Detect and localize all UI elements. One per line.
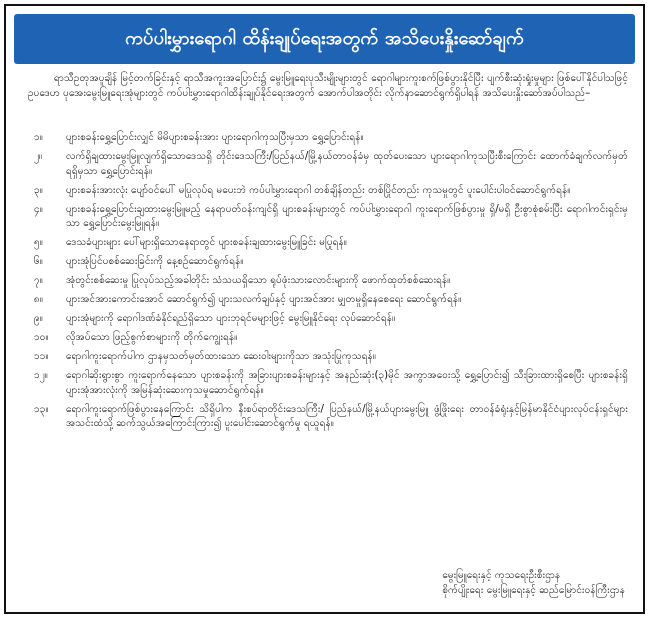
notice-frame: [4, 4, 645, 614]
list-item: [28, 184, 628, 199]
item-number: ၁။: [34, 132, 43, 143]
list-item: [28, 403, 628, 432]
item-text: အုံတွင်းစစ်ဆေးမှု ပြုလုပ်သည့်အခါတိုင်း သံသယရှိသော ရုပ်ဖုံးသားလောင်းများကို ဖောက်ထုတ်စစ်ဆေးရန်။: [66, 275, 451, 286]
intro-text: ရာသီဥတုအပူချိန် မြင့်တက်ခြင်းနှင့် ရာသီအကူးအပြောင်း၌ မွေးမြူရေးပုသီးမျိုးများတွင် ရောဂါများကူးစက်ဖြစ်ပွားနိုင်ပြီး ပျက်စီးဆုံးရှုံးမှုများ ဖြစ်ပေါ်နိုင်ပါသဖြင့် ဥပဒေပာ ပုအေးမွေးမြူရေးအုံများတွင် ကပ်ပါးမွှားရောဂါထိန်းချုပ်နိုင်ရေးအတွက် အောက်ပါအတိုင်း လိုက်နာဆောင်ရွက်ရှိပါရန် အသိပေးနှိုးဆော်အပ်ပါသည်–: [28, 73, 628, 99]
item-text: ရောဂါဆိုးရွားစွာ ကူးရောက်နေသော ပျားစခန်းကို အခြားပျားစခန်းများနှင့် အနည်းဆုံး(၃)မိုင် အကွာအဝေးသို့ ရွှေ့ပြောင်း၍ သီးခြားထားရှိစေပြီး ပျားစခန်းရှိ ပျားအုံအားလုံးကို အမြန်ဆုံးဆေးကုသမှုဆောင်ရွက်ရန်။: [66, 370, 628, 396]
item-text: ပျားအုံပြင်ပစစ်ဆေးခြင်းကို နေ့စဉ်ဆောင်ရွက်ရန်။: [66, 256, 244, 267]
notice-title: ကပ်ပါးမွှားရောဂါ ထိန်းချုပ်ရေးအတွက် အသိပေးနှိုးဆော်ချက်: [125, 27, 524, 49]
instruction-list: [28, 131, 628, 436]
item-number: ၈။: [34, 294, 43, 305]
item-text: ပျားအုံများကို ရောဂါဒဏ်ခံနိုင်ရည်ရှိသော ပျားဘုရင်မများဖြင့် မွေးမြူနိုင်ရေး လုပ်ဆောင်ရန်။: [66, 313, 396, 324]
signature-block: [442, 568, 625, 598]
list-item: [28, 236, 628, 251]
list-item: [28, 350, 628, 365]
list-item: [28, 131, 628, 146]
item-number: ၇။: [34, 275, 43, 286]
list-item: [28, 274, 628, 289]
item-number: ၉။: [34, 313, 43, 324]
item-text: လိုအပ်သော ဖြည့်စွက်စာများကို တိုက်ကျွေးရန်။: [66, 332, 238, 343]
item-number: ၆။: [34, 256, 43, 267]
item-text: ရောဂါကူးရောက်ဖြစ်ပွားနေကြောင်း သိရှိပါက နီးစပ်ရာတိုင်းဒေသကြီး/ ပြည်နယ်/မြို့နယ်ပျားမွေးမြူ ဖွံ့ဖြိုးရေး တာဝန်ခံရုံးနှင့်မြန်မာနိုင်ငံပျားလုပ်ငန်းရှင်များအသင်းထံသို့ ဆက်သွယ်အကြောင်းကြား၍ ပူးပေါင်းဆောင်ရွက်မှု ရယူရန်။: [66, 403, 628, 429]
item-text: ရောဂါကူးရောက်ပါက ဌာနမှသတ်မှတ်ထားသော ဆေးဝါးများကိုသာ အသုံးပြုကုသရန်။: [66, 351, 376, 362]
item-number: ၂။: [34, 151, 43, 162]
list-item: [28, 369, 628, 398]
item-number: ၁၀။: [34, 332, 49, 343]
list-item: [28, 312, 628, 327]
signature-department: မွေးမြူရေးနှင့် ကုသရေးဦးစီးဌာန: [442, 570, 561, 581]
list-item: [28, 150, 628, 179]
list-item: [28, 331, 628, 346]
intro-paragraph: [28, 72, 628, 101]
item-text: ပျားအင်အားကောင်းအောင် ဆောင်ရွက်၍ ပျားသလက်ချပ်နှင့် ပျားအင်အား မျှတမှုရှိနေစေရေး ဆောင်ရွက်ရန်။: [66, 294, 462, 305]
item-text: ဒေသခံပျားများ ပေါ်များရှိသောနေရာတွင် ပျားစခန်းချထားမွေးမြူခြင်း မပြုရန်။: [66, 237, 347, 248]
item-text: ပျားစခန်းရွှေ့ပြောင်းချထားမွေးမြူမည့် နေရာပတ်ဝန်းကျင်ရှိ ပျားစခန်းများတွင် ကပ်ပါးမွှားရောဂါ ကူးရောက်ဖြစ်ပွားမှု ရှိ/မရှိ ဦးစွာစုံစမ်းပြီး ရောဂါကင်းရှင်းမှသာ ရွှေ့ပြောင်းမွေးမြူရန်။: [66, 203, 628, 229]
title-banner: [14, 14, 635, 64]
item-number: ၅။: [34, 237, 43, 248]
item-number: ၁၂။: [34, 370, 48, 381]
item-number: ၁၁။: [34, 351, 49, 362]
item-number: ၃။: [34, 184, 43, 196]
signature-ministry: စိုက်ပျိုးရေး မွေးမြူရေးနှင့် ဆည်မြောင်းဝန်ကြီးဌာန: [442, 585, 625, 596]
item-number: ၁၃။: [34, 403, 49, 415]
item-text: ပျားစခန်းအားလုံး ပျော်ဝင်ပေါ် မပြုလုပ်ရ မပေးဘဲ ကပ်ပါးမွှားရောဂါ တစ်ချိန်တည်း တစ်ပြိုင်တည်း ကုသမှုတွင် ပူးပေါင်းပါဝင်ဆောင်ရွက်ရန်။: [66, 184, 571, 196]
item-text: ပျားစခန်းရွှေ့ပြောင်းလျှင် မိမိပျားစခန်းအား ပျားရောဂါကုသပြီးမှသာ ရွှေ့ပြောင်းရန်။: [66, 132, 364, 143]
item-text: လက်ရှိချထားမွေးမြူလျက်ရှိသောဒေသရှိ တိုင်းဒေသကြီး/ပြည်နယ်/မြို့နယ်တာဝန်ခံမှ ထုတ်ပေးသော ပျားရောဂါကုသပြီးစီးကြောင်း ထောက်ခံချက်လက်မှတ်ရရှိမှသာ ရွှေ့ပြောင်းရန်။: [66, 151, 628, 177]
list-item: [28, 203, 628, 232]
item-number: ၄။: [34, 203, 43, 215]
list-item: [28, 293, 628, 308]
list-item: [28, 255, 628, 270]
